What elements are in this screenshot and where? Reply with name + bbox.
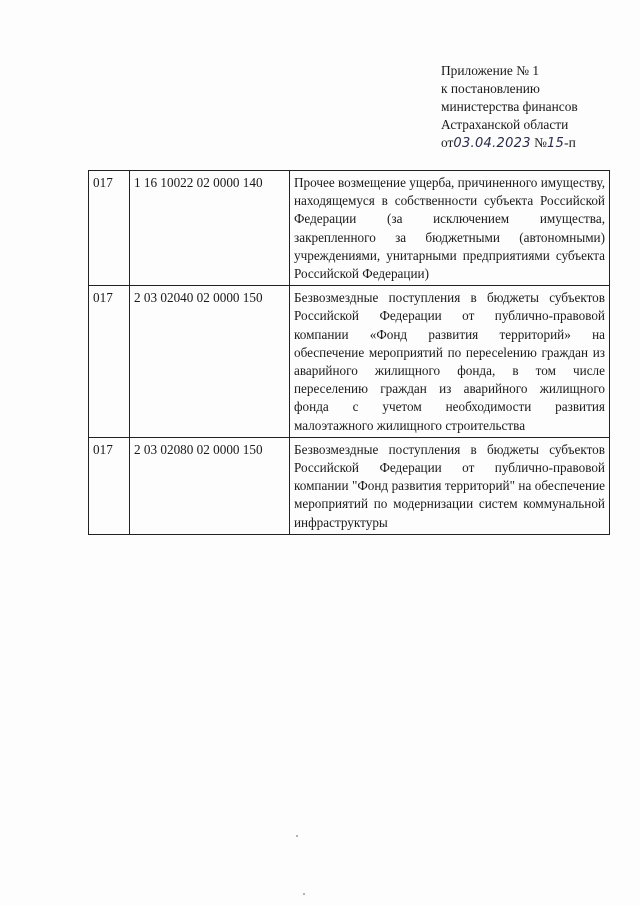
admin-code-cell: 017 — [89, 171, 130, 286]
handwritten-number: 15 — [546, 136, 565, 151]
table-row — [89, 171, 610, 286]
scan-speck — [303, 893, 305, 895]
appendix-region-line: Астраханской области — [441, 117, 569, 132]
number-suffix: -п — [564, 135, 576, 150]
kbk-code-cell: 2 03 02040 02 0000 150 — [130, 286, 290, 438]
revenue-codes-table — [88, 170, 610, 535]
appendix-date-line — [441, 134, 631, 153]
handwritten-date: 03.04.2023 — [453, 136, 531, 151]
appendix-ministry-line: министерства финансов — [441, 99, 578, 114]
description-cell: Безвозмездные поступления в бюджеты субъектов Российской Федерации от публично-правовой компании «Фонд развития территорий» на обеспечение мероприятий по пересeleнию граждан из аварийного жилищного фонда, в том числе переселению граждан из аварийного жилищного фонда с учетом необходимости развития малоэтажного жилищного строительства — [290, 286, 610, 438]
kbk-code-cell: 2 03 02080 02 0000 150 — [130, 437, 290, 534]
appendix-ref-line: к постановлению — [441, 81, 540, 96]
appendix-title: Приложение № 1 — [441, 63, 540, 78]
date-prefix: от — [441, 135, 454, 150]
admin-code-cell: 017 — [89, 286, 130, 438]
kbk-code-cell: 1 16 10022 02 0000 140 — [130, 171, 290, 286]
description-cell: Прочее возмещение ущерба, причиненного имуществу, находящемуся в собственности субъекта Российской Федерации (за исключением имущества, закрепленного за бюджетными (автономными) учреждениями, унитарными предприятиями субъекта Российской Федерации) — [290, 171, 610, 286]
number-prefix: № — [534, 135, 547, 150]
admin-code-cell: 017 — [89, 437, 130, 534]
table-row — [89, 286, 610, 438]
table-row — [89, 437, 610, 534]
appendix-header — [441, 62, 631, 153]
description-cell: Безвозмездные поступления в бюджеты субъектов Российской Федерации от публично-правовой компании "Фонд развития территорий" на обеспечение мероприятий по модернизации систем коммунальной инфраструктуры — [290, 437, 610, 534]
scan-speck — [296, 835, 298, 837]
